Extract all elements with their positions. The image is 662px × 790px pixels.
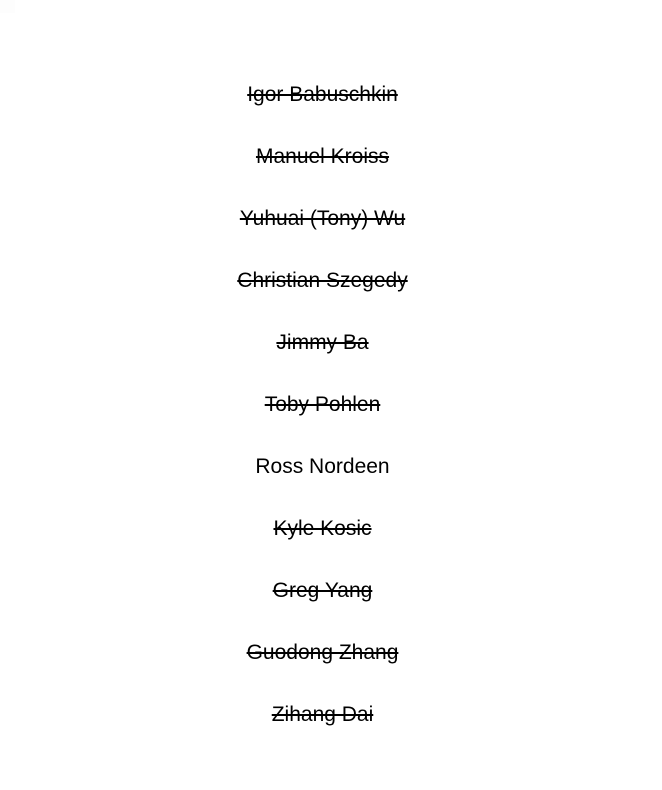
list-item [0,498,645,560]
list-item [0,250,645,312]
person-name: Ross Nordeen [255,455,390,478]
person-name: Jimmy Ba [276,331,369,354]
person-name: Toby Pohlen [264,393,381,416]
person-name: Igor Babuschkin [247,83,398,106]
person-name: Yuhuai (Tony) Wu [239,207,406,230]
corner-artifact [0,0,15,13]
list-item [0,436,645,498]
list-item [0,560,645,622]
list-item [0,684,645,746]
person-name: Kyle Kosic [273,517,372,540]
person-name: Manuel Kroiss [255,145,390,168]
list-item [0,622,645,684]
list-item [0,374,645,436]
list-item [0,64,645,126]
person-name: Christian Szegedy [237,269,408,292]
person-name: Guodong Zhang [246,641,399,664]
list-item [0,312,645,374]
person-name: Zihang Dai [271,703,374,726]
person-name: Greg Yang [272,579,373,602]
list-item [0,126,645,188]
list-item [0,188,645,250]
